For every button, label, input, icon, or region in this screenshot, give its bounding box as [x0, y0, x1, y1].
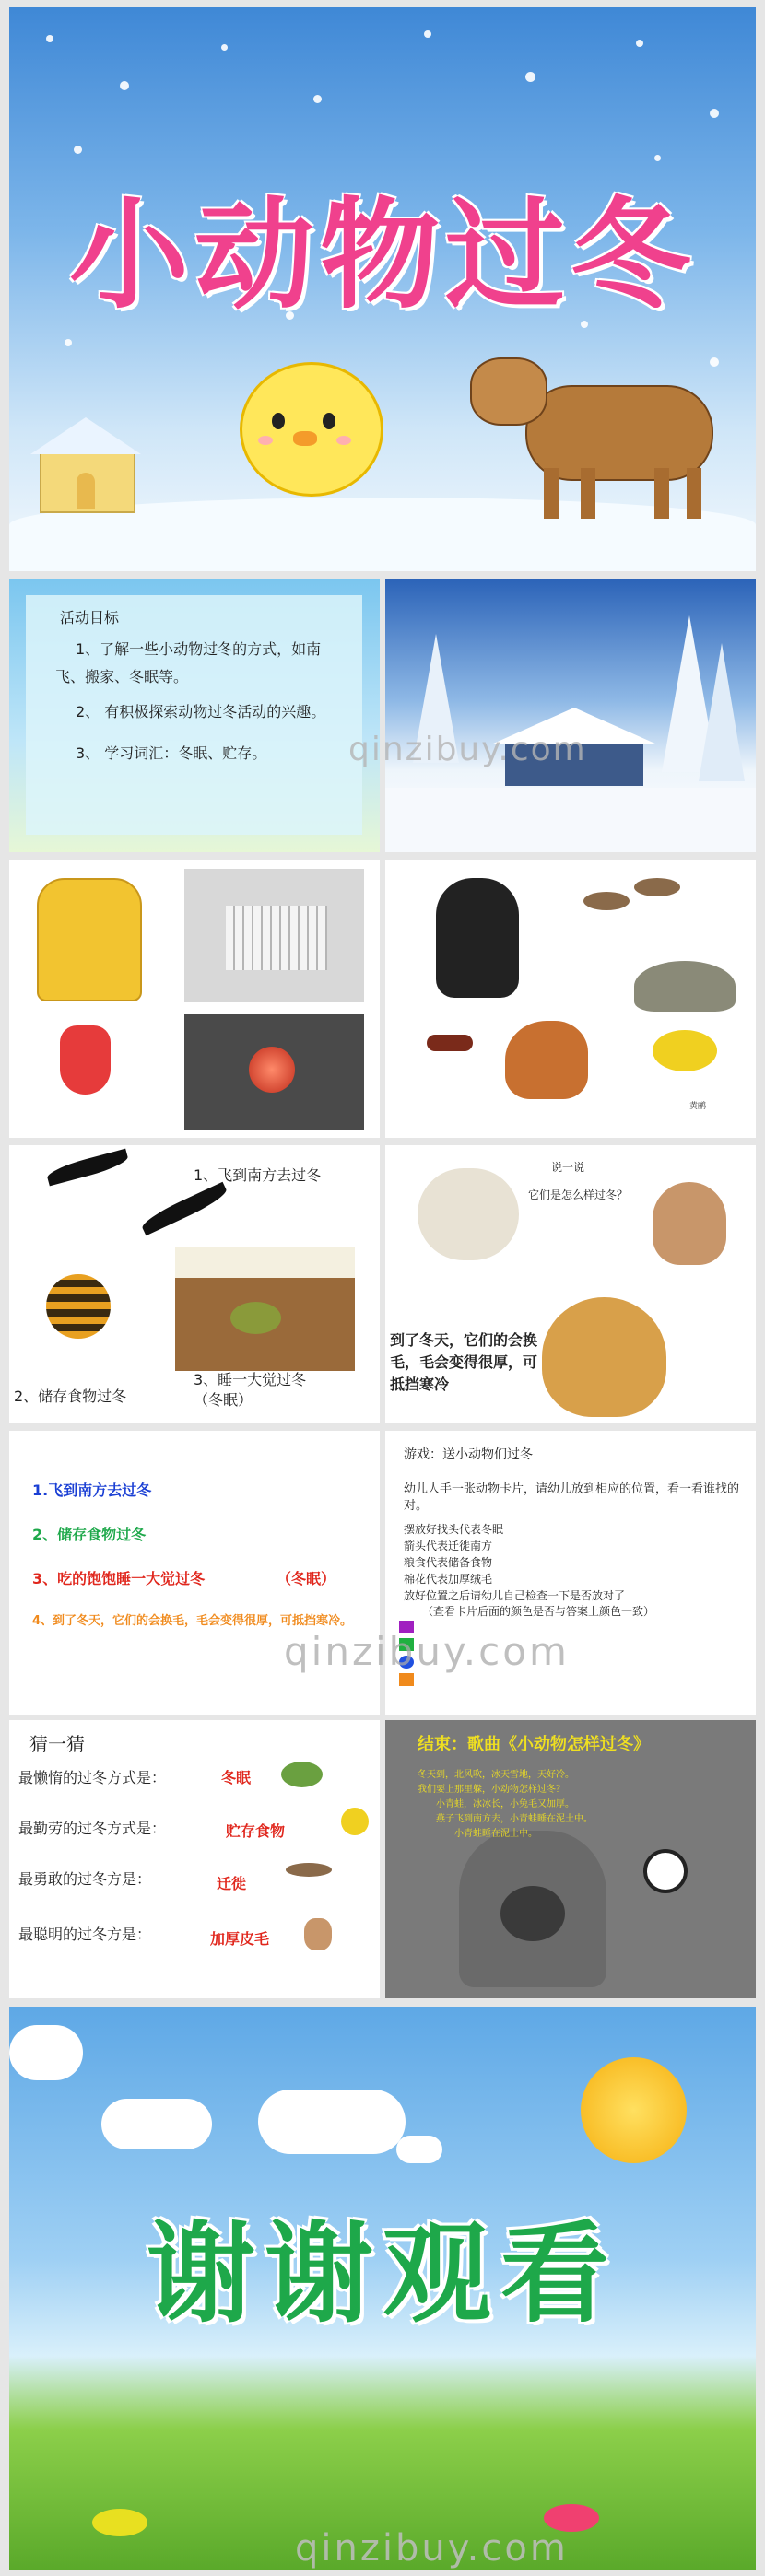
- way-hibernate-note: （冬眠）: [194, 1391, 253, 1409]
- turtle: [634, 961, 736, 1012]
- way-store-food: 2、储存食物过冬: [14, 1388, 127, 1405]
- song-line-2: 我们要上那里躲，小动物怎样过冬？: [418, 1785, 565, 1795]
- chick-illustration: [221, 334, 387, 509]
- slide-song: [385, 1720, 756, 1998]
- song-line-5: 小青蛙睡在泥土中。: [454, 1829, 537, 1839]
- slide-warm-items: [9, 860, 380, 1138]
- way-fly-south: 1、飞到南方去过冬: [194, 1166, 322, 1184]
- game-line-3: 粮食代表储备食物: [404, 1556, 493, 1569]
- game-line-1: 摆放好找头代表冬眠: [404, 1523, 504, 1536]
- objective-3: 3、 学习词汇：冬眠、贮存。: [76, 744, 267, 762]
- rabbit-icon: [304, 1918, 332, 1950]
- panda-icon: [643, 1849, 688, 1893]
- slide-game: [284, 1431, 756, 1715]
- guess-q1: 最懒惰的过冬方式是：: [18, 1769, 167, 1786]
- game-rule: 幼儿人手一张动物卡片，请幼儿放到相应的位置，看一看谁找的对。: [404, 1482, 740, 1513]
- hot-water-bottle: [60, 1025, 111, 1095]
- song-line-3: 小青蛙，冰冰长，小兔毛又加厚。: [436, 1799, 574, 1809]
- guess-q2: 最勤劳的过冬方式是：: [18, 1820, 167, 1837]
- guess-title: 猜一猜: [29, 1733, 85, 1755]
- game-line-2: 箭头代表迁徙南方: [404, 1540, 493, 1552]
- oriole-label: 黄鹂: [689, 1102, 707, 1111]
- slide-title: [9, 7, 756, 571]
- guess-a3: 迁徙: [217, 1875, 247, 1892]
- geese-icon: [286, 1863, 332, 1877]
- tree-illustration: [459, 1831, 606, 1987]
- game-line-5: 放好位置之后请幼儿自己检查一下是否放对了: [404, 1589, 626, 1602]
- ant: [427, 1035, 473, 1051]
- swallow-1: [45, 1149, 130, 1187]
- radiator: [184, 869, 364, 1002]
- dog: [542, 1297, 666, 1417]
- geese: [583, 873, 685, 929]
- swallow-2: [139, 1182, 230, 1236]
- guess-q4: 最聪明的过冬方是：: [18, 1926, 152, 1943]
- summary-item-3: 3、吃的饱饱睡一大觉过冬: [32, 1570, 206, 1587]
- heater: [184, 1014, 364, 1130]
- color-key-orange: [399, 1673, 414, 1686]
- frog-burrow: [175, 1247, 355, 1371]
- slide-discuss: [385, 1145, 756, 1423]
- house-illustration: [35, 417, 136, 509]
- objective-1: 1、了解一些小动物过冬的方式，如南飞、搬家、冬眠等。: [55, 640, 322, 685]
- cow-illustration: [470, 339, 728, 523]
- song-title: 结束：歌曲《小动物怎样过冬》: [418, 1735, 650, 1754]
- song-line-4: 燕子飞到南方去，小青蛙睡在泥土中。: [436, 1814, 593, 1824]
- game-line-6: （查看卡片后面的颜色是否与答案上颜色一致）: [422, 1605, 655, 1618]
- way-hibernate: 3、睡一大觉过冬: [194, 1371, 307, 1388]
- thanks-text: 谢谢观看: [146, 2210, 618, 2337]
- discuss-question: 它们是怎么样过冬？: [528, 1188, 629, 1201]
- guess-q3: 最勇敢的过冬方是：: [18, 1870, 152, 1888]
- game-line-4: 棉花代表加厚绒毛: [404, 1573, 493, 1586]
- watermark: qinzibuy.com: [284, 1629, 570, 1674]
- objective-2: 2、 有积极探索动物过冬活动的兴趣。: [76, 703, 326, 720]
- yellow-jacket: [37, 878, 142, 1001]
- slide-objectives: [9, 579, 380, 852]
- bee: [46, 1274, 111, 1339]
- sun-icon: [581, 2057, 687, 2163]
- guess-a1: 冬眠: [221, 1769, 252, 1786]
- squirrel: [505, 1021, 588, 1099]
- flowers-left: [92, 2509, 147, 2536]
- guess-a4: 加厚皮毛: [210, 1930, 270, 1948]
- guess-a2: 贮存食物: [226, 1822, 286, 1840]
- watermark: qinzibuy.com: [348, 731, 587, 768]
- slide-ways-to-winter: [9, 1145, 380, 1423]
- summary-item-1: 1.飞到南方去过冬: [32, 1481, 152, 1499]
- discuss-title: 说一说: [551, 1161, 585, 1174]
- oriole: [653, 1030, 717, 1071]
- bear: [436, 878, 519, 998]
- frog-icon: [281, 1762, 323, 1787]
- slide-thanks: [9, 2007, 756, 2570]
- bird-icon: [341, 1808, 369, 1835]
- rabbit: [653, 1182, 726, 1265]
- slide-guess: [9, 1720, 380, 1998]
- discuss-answer: 到了冬天，它们的会换毛，毛会变得很厚，可抵挡寒冷: [390, 1331, 538, 1393]
- slide-winter-house-photo: [348, 579, 756, 852]
- slide-animals: [385, 860, 756, 1138]
- slide-title-text: 小动物过冬: [68, 185, 696, 325]
- summary-item-3-note: （冬眠）: [277, 1570, 336, 1587]
- sheep: [418, 1168, 519, 1260]
- game-title: 游戏：送小动物们过冬: [404, 1447, 533, 1462]
- summary-item-4: 4、到了冬天，它们的会换毛，毛会变得很厚，可抵挡寒冷。: [32, 1614, 353, 1628]
- objectives-heading: 活动目标: [60, 609, 120, 626]
- summary-item-2: 2、储存食物过冬: [32, 1526, 147, 1543]
- song-line-1: 冬天到，北风吹，冰天雪地，天好冷。: [418, 1770, 574, 1780]
- watermark: qinzibuy.com: [295, 2527, 569, 2570]
